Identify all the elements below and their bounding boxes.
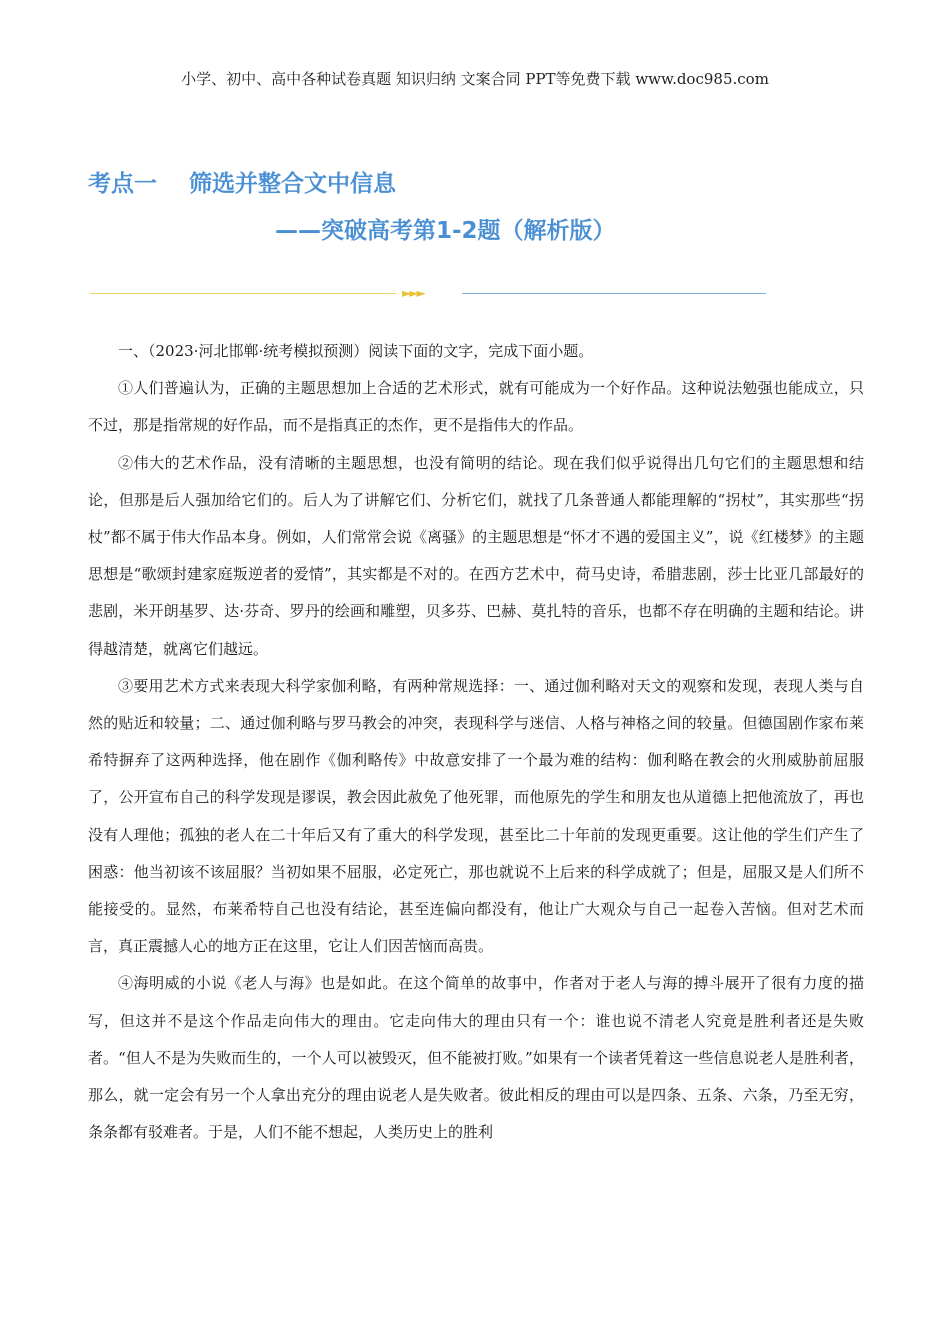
paragraph-2: ②伟大的艺术作品，没有清晰的主题思想，也没有简明的结论。现在我们似乎说得出几句它们的主题思想和结论，但那是后人强加给它们的。后人为了讲解它们、分析它们，就找了几条普通人都能理解的“拐杖”，其实那些“拐杖”都不属于伟大作品本身。例如，人们常常会说《离骚》的主题思想是“怀才不遇的爱国主义”，说《红楼梦》的主题思想是“歌颂封建家庭叛逆者的爱情”，其实都是不对的。在西方艺术中，荷马史诗，希腊悲剧，莎士比亚几部最好的悲剧，米开朗基罗、达·芬奇、罗丹的绘画和雕塑，贝多芬、巴赫、莫扎特的音乐，也都不存在明确的主题和结论。讲得越清楚，就离它们越远。: [88, 453, 864, 658]
paragraph-3: ③要用艺术方式来表现大科学家伽利略，有两种常规选择：一、通过伽利略对天文的观察和发现，表现人类与自然的贴近和较量；二、通过伽利略与罗马教会的冲突，表现科学与迷信、人格与神格之间的较量。但德国剧作家布莱希特摒弃了这两种选择，他在剧作《伽利略传》中故意安排了一个最为难的结构：伽利略在教会的火刑威胁前屈服了，公开宣布自己的科学发现是谬误，教会因此赦免了他死罪，而他原先的学生和朋友也从道德上把他流放了，再也没有人理他；孤独的老人在二十年后又有了重大的科学发现，甚至比二十年前的发现更重要。这让他的学生们产生了困惑：他当初该不该屈服？当初如果不屈服，必定死亡，那也就说不上后来的科学成就了；但是，屈服又是人们所不能接受的。显然，布莱希特自己也没有结论，甚至连偏向都没有，他让广大观众与自己一起卷入苦恼。但对艺术而言，真正震撼人心的地方正在这里，它让人们因苦恼而高贵。: [88, 676, 864, 956]
question-intro: 一、（2023·河北邯郸·统考模拟预测）阅读下面的文字，完成下面小题。: [118, 342, 594, 360]
arrow-icon: ►►►: [402, 286, 424, 300]
document-body: [88, 333, 864, 1151]
divider: [90, 286, 770, 302]
page-header: 小学、初中、高中各种试卷真题 知识归纳 文案合同 PPT等免费下载 www.doc985.com: [181, 70, 769, 88]
divider-line-right: [462, 293, 766, 294]
divider-line-left: [90, 293, 396, 294]
title-line-1: 考点一 筛选并整合文中信息: [88, 171, 397, 197]
title-line-2: ——突破高考第1-2题（解析版）: [275, 218, 616, 244]
paragraph-1: ①人们普遍认为，正确的主题思想加上合适的艺术形式，就有可能成为一个好作品。这种说法勉强也能成立，只不过，那是指常规的好作品，而不是指真正的杰作，更不是指伟大的作品。: [88, 379, 864, 435]
paragraph-4: ④海明威的小说《老人与海》也是如此。在这个简单的故事中，作者对于老人与海的搏斗展开了很有力度的描写，但这并不是这个作品走向伟大的理由。它走向伟大的理由只有一个：谁也说不清老人究竟是胜利者还是失败者。“但人不是为失败而生的，一个人可以被毁灭，但不能被打败。”如果有一个读者凭着这一些信息说老人是胜利者，那么，就一定会有另一个人拿出充分的理由说老人是失败者。彼此相反的理由可以是四条、五条、六条，乃至无穷，条条都有驳难者。于是，人们不能不想起，人类历史上的胜利: [88, 974, 864, 1142]
